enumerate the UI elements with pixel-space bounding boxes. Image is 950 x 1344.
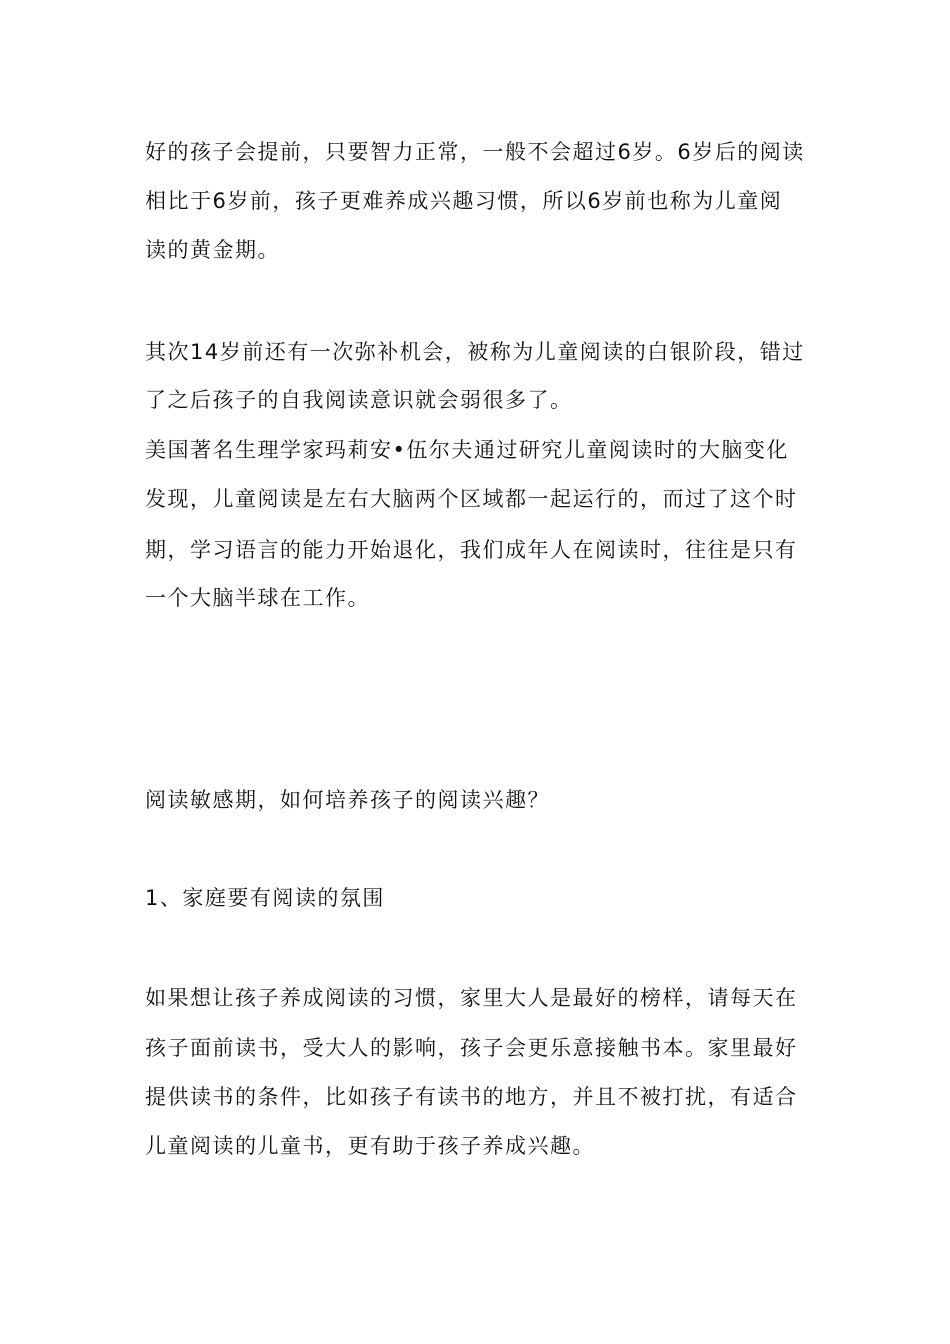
text-line: 其次14岁前还有一次弥补机会，被称为儿童阅读的白银阶段，错过 <box>145 340 805 364</box>
text-line: 读的黄金期。 <box>145 238 280 262</box>
text-line: 好的孩子会提前，只要智力正常，一般不会超过6岁。6岁后的阅读 <box>145 140 805 164</box>
text-line: 儿童阅读的儿童书，更有助于孩子养成兴趣。 <box>145 1134 595 1158</box>
section-heading: 阅读敏感期，如何培养孩子的阅读兴趣？ <box>145 788 550 812</box>
text-line: 相比于6岁前，孩子更难养成兴趣习惯，所以6岁前也称为儿童阅 <box>145 189 783 213</box>
text-line: 一个大脑半球在工作。 <box>145 586 370 610</box>
text-line: 美国著名生理学家玛莉安•伍尔夫通过研究儿童阅读时的大脑变化 <box>145 438 789 462</box>
text-line: 期，学习语言的能力开始退化，我们成年人在阅读时，往往是只有 <box>145 538 798 562</box>
text-line: 发现，儿童阅读是左右大脑两个区域都一起运行的，而过了这个时 <box>145 487 798 511</box>
text-line: 提供读书的条件，比如孩子有读书的地方，并且不被打扰，有适合 <box>145 1085 798 1109</box>
text-line: 如果想让孩子养成阅读的习惯，家里大人是最好的榜样，请每天在 <box>145 986 798 1010</box>
text-line: 孩子面前读书，受大人的影响，孩子会更乐意接触书本。家里最好 <box>145 1036 798 1060</box>
text-line: 了之后孩子的自我阅读意识就会弱很多了。 <box>145 388 573 412</box>
subheading-family-atmosphere: 1、家庭要有阅读的氛围 <box>145 886 385 910</box>
